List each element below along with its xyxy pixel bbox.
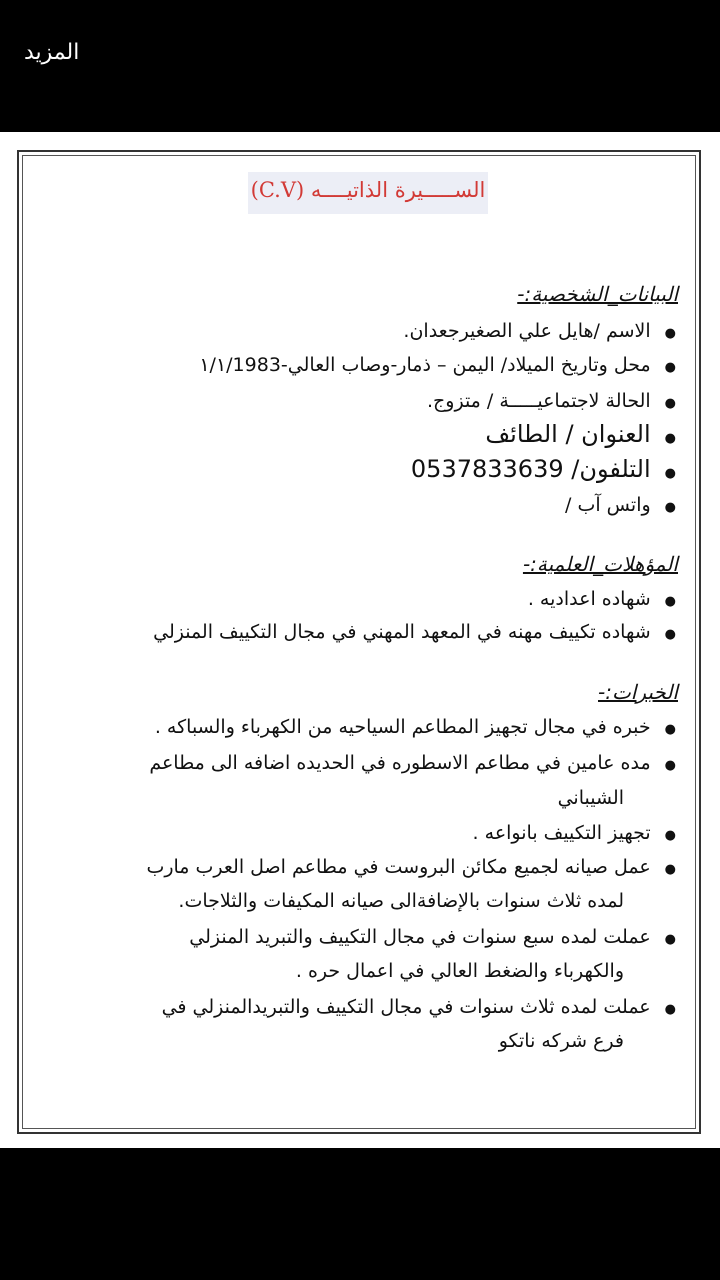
experience-item: ●مده عامين في مطاعم الاسطوره في الحديده اضافه الى مطاعم — [149, 752, 676, 774]
personal-heading: البيانات_الشخصية:- — [517, 282, 678, 306]
personal-item: ●الحالة لاجتماعيـــــة / متزوج. — [426, 390, 676, 412]
experience-item: ●خبره في مجال تجهيز المطاعم السياحيه من الكهرباء والسباكه . — [154, 716, 676, 738]
experience-item: ●عملت لمده ثلاث سنوات في مجال التكييف والتبريدالمنزلي في — [161, 996, 676, 1018]
experience-item: ●عملت لمده سبع سنوات في مجال التكييف والتبريد المنزلي — [189, 926, 676, 948]
personal-item: ●محل وتاريخ الميلاد/ اليمن – ذمار-وصاب العالي-١/١/1983 — [199, 354, 676, 376]
personal-item: ●الاسم /هايل علي الصغيرجعدان. — [403, 320, 676, 342]
bottom-bar — [0, 1148, 720, 1280]
cv-title: الســـــيرة الذاتيــــه (C.V) — [250, 178, 486, 202]
experience-item-cont: فرع شركه ناتكو — [498, 1030, 624, 1052]
experience-heading: الخبرات:- — [598, 680, 678, 704]
title-highlight — [248, 172, 488, 214]
qualification-item: ●شهاده تكييف مهنه في المعهد المهني في مجال التكييف المنزلي — [153, 621, 676, 643]
experience-item-cont: والكهرباء والضغط العالي في اعمال حره . — [295, 960, 624, 982]
qualifications-heading: المؤهلات_العلمية:- — [522, 552, 678, 576]
personal-item-address: ●العنوان / الطائف — [485, 420, 676, 448]
experience-item: ●عمل صيانه لجميع مكائن البروست في مطاعم اصل العرب مارب — [146, 856, 676, 878]
cv-document — [0, 132, 720, 1148]
more-link[interactable]: المزيد — [24, 40, 80, 65]
qualification-item: ●شهاده اعداديه . — [527, 588, 676, 610]
personal-item-whatsapp: ●واتس آب / — [565, 494, 676, 516]
experience-item-cont: الشيباني — [557, 787, 624, 809]
personal-item-phone: ●التلفون/ 0537833639 — [410, 455, 676, 483]
top-bar — [0, 0, 720, 132]
experience-item: ●تجهيز التكييف بانواعه . — [472, 822, 676, 844]
experience-item-cont: لمده ثلاث سنوات بالإضافةالى صيانه المكيفات والثلاجات. — [178, 890, 624, 912]
